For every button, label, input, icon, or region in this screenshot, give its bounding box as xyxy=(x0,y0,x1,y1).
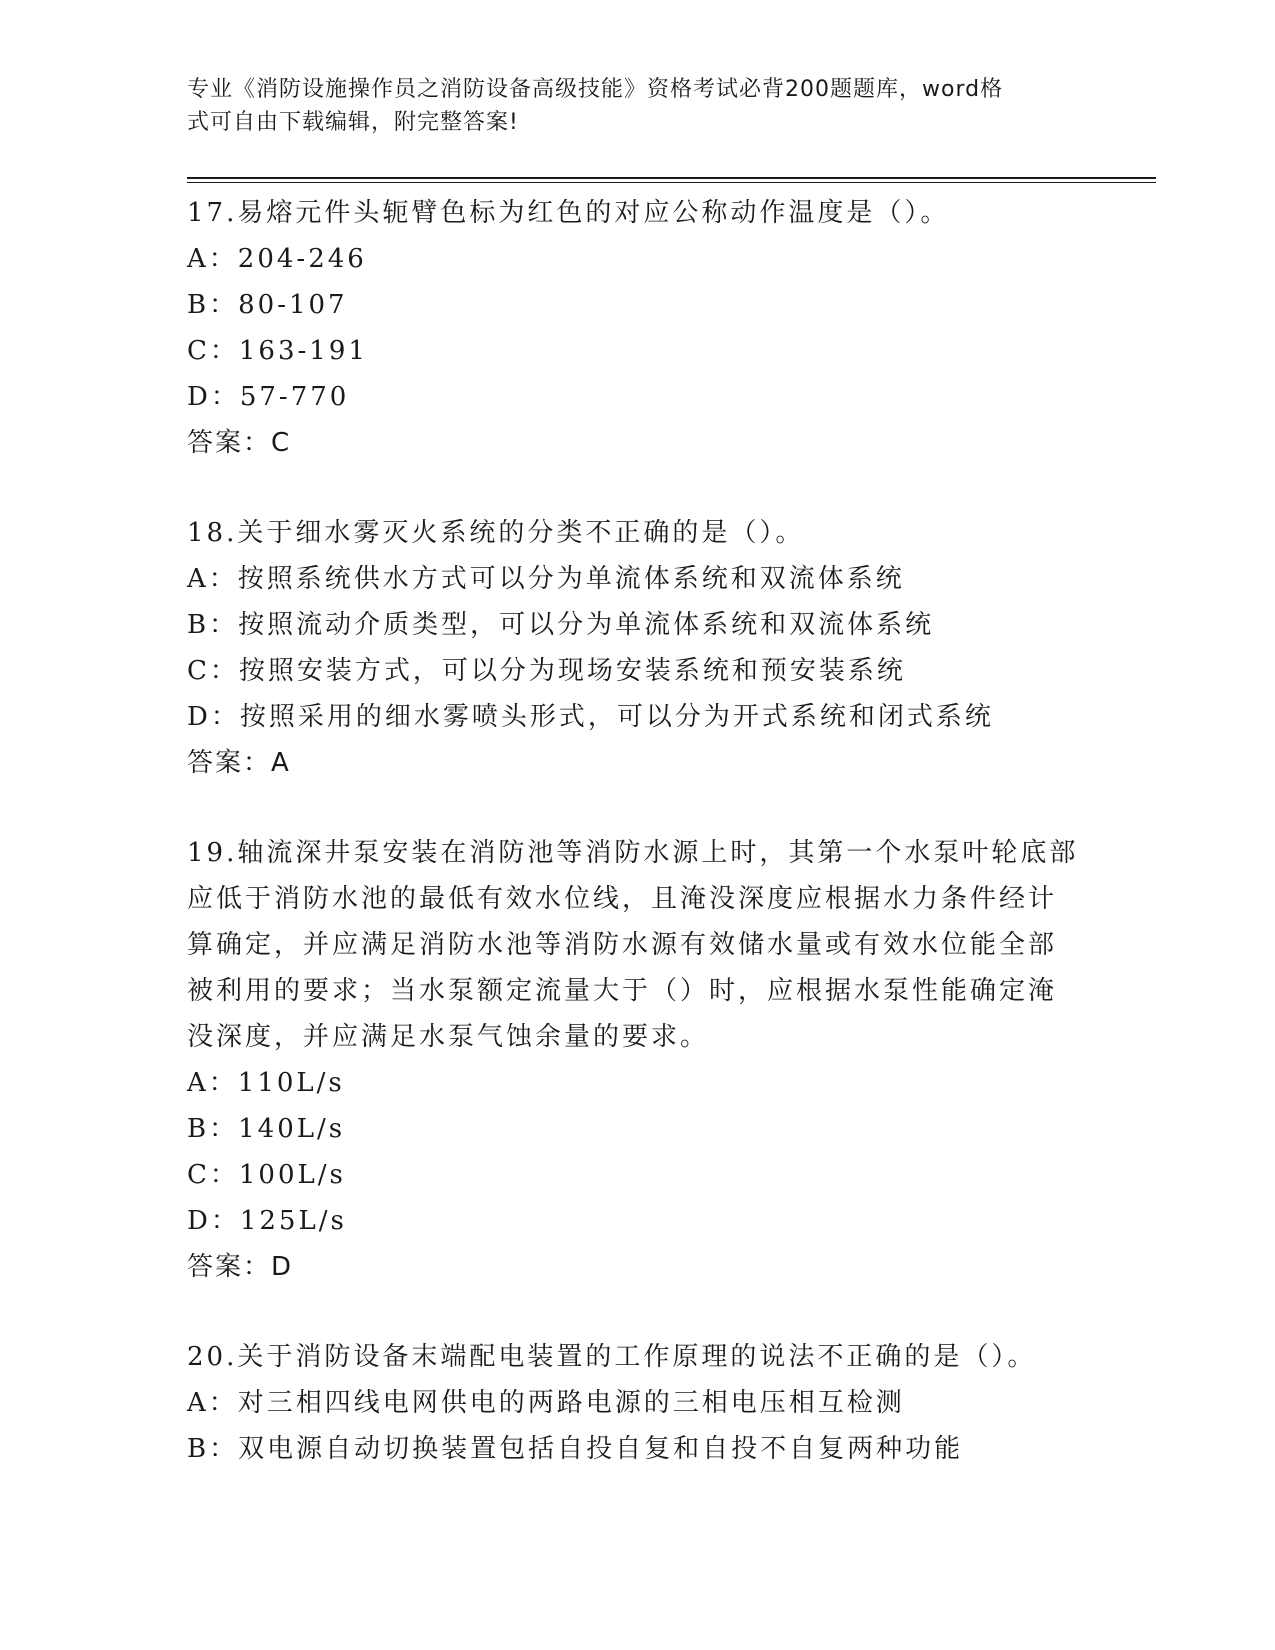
option-a: A：204-246 xyxy=(187,244,367,274)
option-b: B：按照流动介质类型，可以分为单流体系统和双流体系统 xyxy=(187,610,935,640)
answer-line: 答案：D xyxy=(187,1252,294,1282)
option-b: B：双电源自动切换装置包括自投自复和自投不自复两种功能 xyxy=(187,1434,964,1464)
question-20 xyxy=(187,1334,1087,1472)
option-b: B：140L/s xyxy=(187,1114,346,1144)
question-list xyxy=(187,190,1087,1516)
header-divider-thin xyxy=(187,182,1156,183)
question-stem-line-5: 没深度，并应满足水泵气蚀余量的要求。 xyxy=(187,1022,710,1052)
question-stem: 17.易熔元件头轭臂色标为红色的对应公称动作温度是（）。 xyxy=(187,198,950,228)
option-c: C：163-191 xyxy=(187,336,368,366)
question-stem-line-2: 应低于消防水池的最低有效水位线，且淹没深度应根据水力条件经计 xyxy=(187,884,1058,914)
question-stem: 20.关于消防设备末端配电装置的工作原理的说法不正确的是（）。 xyxy=(187,1342,1037,1372)
header-divider-thick xyxy=(187,177,1156,179)
option-d: D：按照采用的细水雾喷头形式，可以分为开式系统和闭式系统 xyxy=(187,702,994,732)
option-b: B：80-107 xyxy=(187,290,348,320)
document-header xyxy=(187,73,1067,139)
question-17 xyxy=(187,190,1087,466)
option-c: C：100L/s xyxy=(187,1160,346,1190)
option-d: D：57-770 xyxy=(187,382,350,412)
option-c: C：按照安装方式，可以分为现场安装系统和预安装系统 xyxy=(187,656,906,686)
question-stem-line-4: 被利用的要求；当水泵额定流量大于（）时，应根据水泵性能确定淹 xyxy=(187,976,1058,1006)
answer-line: 答案：C xyxy=(187,428,292,458)
answer-line: 答案：A xyxy=(187,748,291,778)
question-stem-line-1: 19.轴流深井泵安装在消防池等消防水源上时，其第一个水泵叶轮底部 xyxy=(187,838,1079,868)
header-line-1: 专业《消防设施操作员之消防设备高级技能》资格考试必背200题题库，word格 xyxy=(187,77,1004,102)
question-19 xyxy=(187,830,1087,1290)
question-stem: 18.关于细水雾灭火系统的分类不正确的是（）。 xyxy=(187,518,805,548)
option-a: A：对三相四线电网供电的两路电源的三相电压相互检测 xyxy=(187,1388,905,1418)
question-stem-line-3: 算确定，并应满足消防水池等消防水源有效储水量或有效水位能全部 xyxy=(187,930,1058,960)
question-18 xyxy=(187,510,1087,786)
option-d: D：125L/s xyxy=(187,1206,347,1236)
option-a: A：110L/s xyxy=(187,1068,345,1098)
header-line-2: 式可自由下载编辑，附完整答案! xyxy=(187,110,519,135)
option-a: A：按照系统供水方式可以分为单流体系统和双流体系统 xyxy=(187,564,905,594)
